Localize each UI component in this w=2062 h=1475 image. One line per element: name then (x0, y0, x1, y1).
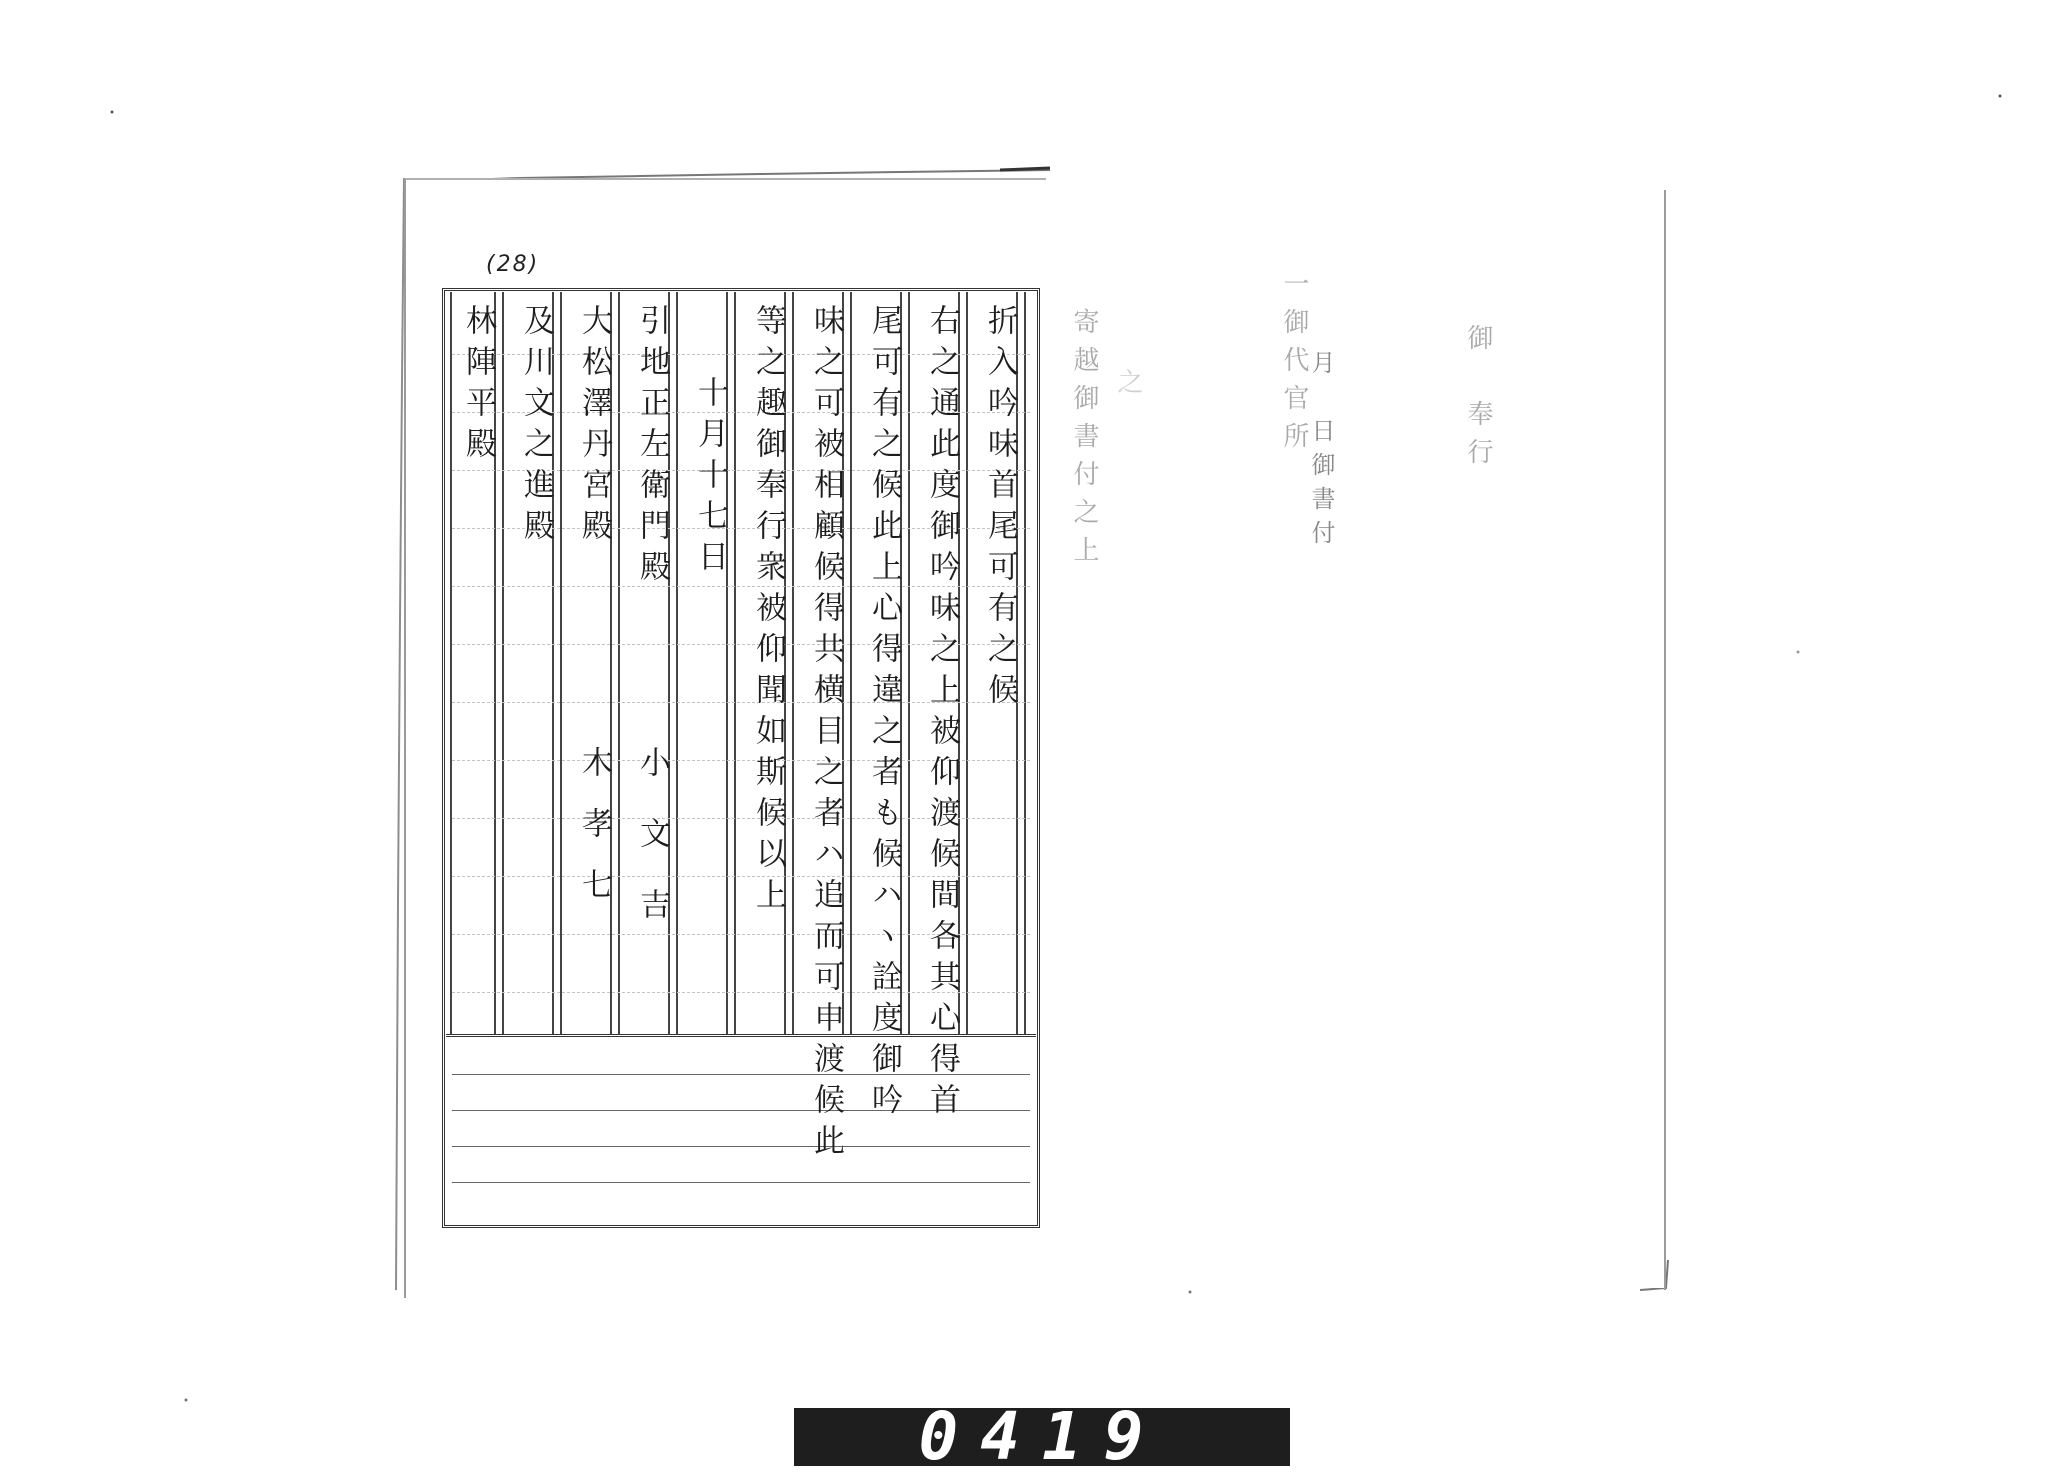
faint-bleed-column: 之 (1113, 330, 1143, 672)
right-sheet-edge (1664, 190, 1666, 1290)
faint-bleed-column: 月 日御書付 (1307, 316, 1335, 622)
addressee-1: 引地正左衛門殿 (634, 304, 670, 591)
frame-counter (794, 1398, 1290, 1475)
signer-2: 木孝七 (576, 746, 612, 929)
faint-bleed-column (1570, 290, 1607, 632)
faint-bleed-column: 寄越御書付之上 (1069, 308, 1099, 574)
text-column-1: 折入吟味首尾可有之候 (982, 304, 1018, 714)
faint-bleed-column (1530, 276, 1567, 656)
footnote-rule (452, 1182, 1030, 1183)
page-number: (28) (486, 252, 540, 277)
frame-number: 0419 (918, 1398, 1166, 1475)
faint-bleed-column: 御 奉行 (1463, 286, 1493, 590)
faint-bleed-column: 一御代官所 (1279, 270, 1309, 612)
faint-bleed-column (1406, 300, 1443, 680)
date-column: 十月十七日 (692, 376, 728, 581)
signer-1: 小文吉 (634, 746, 670, 959)
footnote-rule (452, 1146, 1030, 1147)
text-column-2: 右之通此度御吟味之上被仰渡候間各其心得首 (924, 304, 960, 1124)
addressee-3: 及川文之進殿 (518, 304, 554, 550)
addressee-2: 大松澤丹宮殿 (576, 304, 612, 550)
faint-bleed-column (1190, 300, 1227, 642)
addressee-4: 林陣平殿 (460, 304, 496, 468)
text-column-5: 等之趣御奉行衆被仰聞如斯候以上 (750, 304, 786, 919)
text-column-4: 味之可被相顧候得共横目之者ハ追而可申渡候此 (808, 304, 844, 1165)
text-column-3: 尾可有之候此上心得違之者も候ハヽ詮度御吟 (866, 304, 902, 1124)
